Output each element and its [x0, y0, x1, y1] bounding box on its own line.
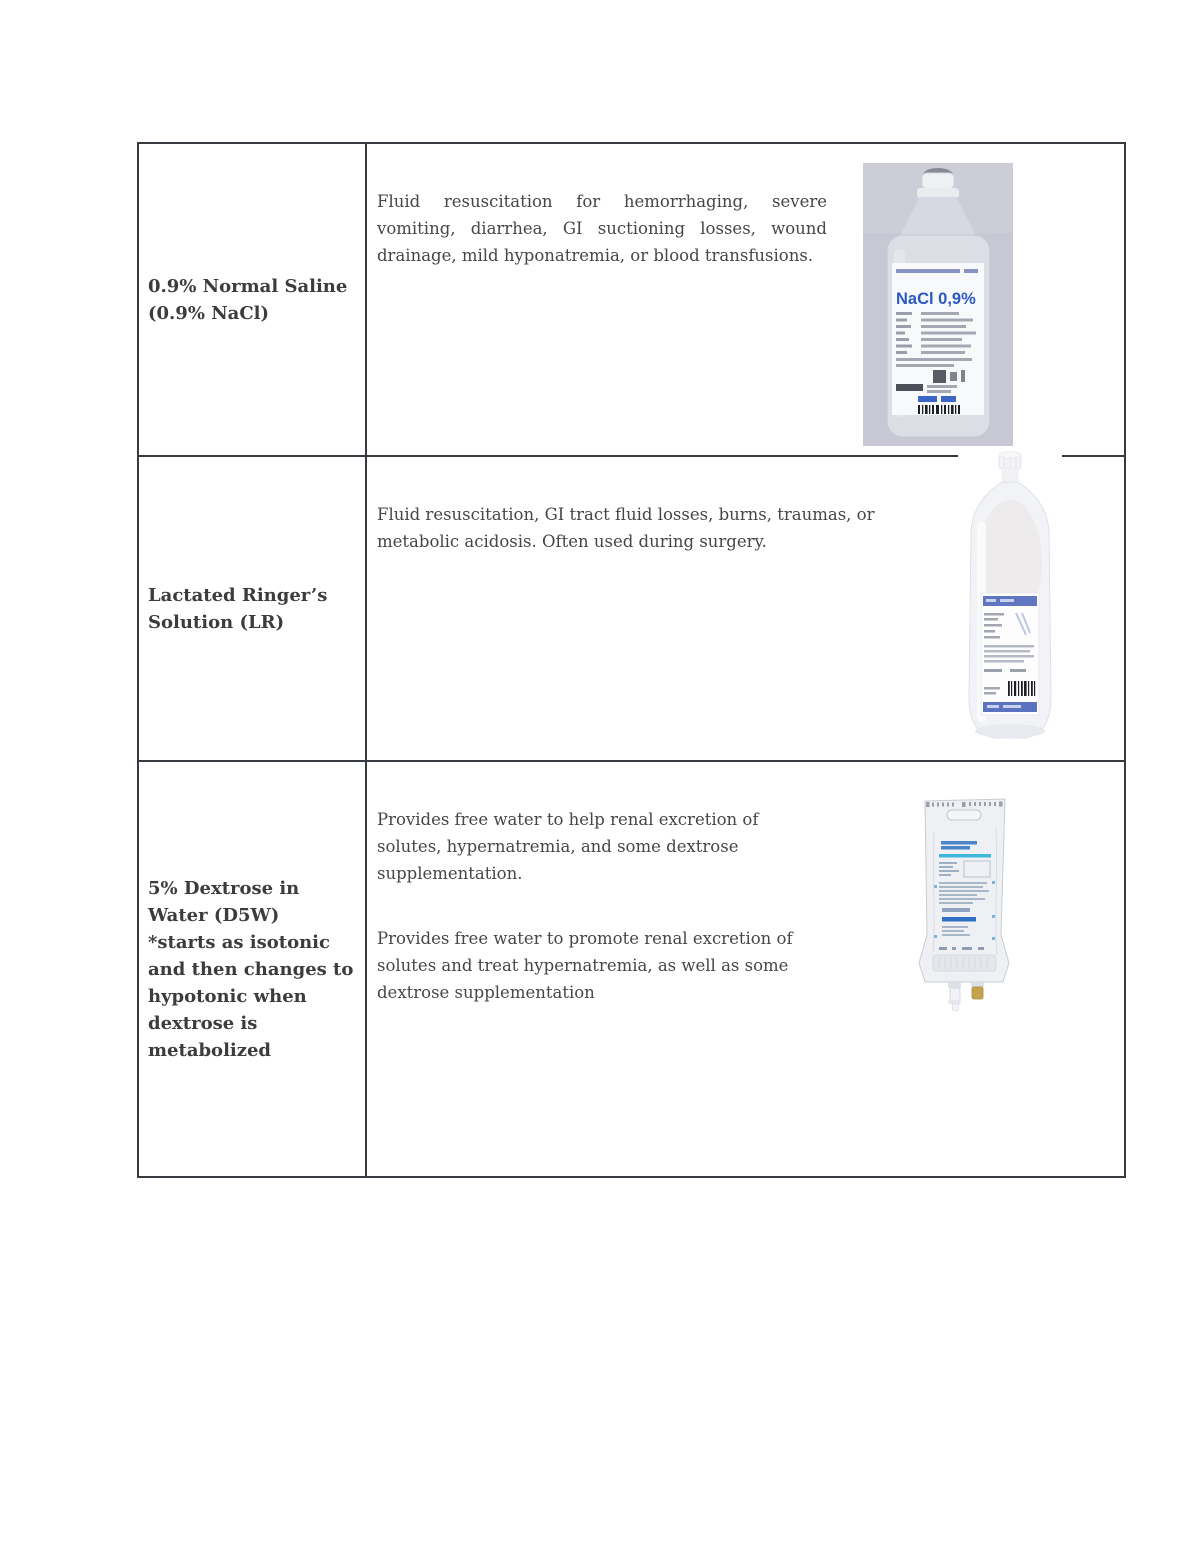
description-paragraph: Fluid resuscitation for hemorrhaging, severe vomiting, diarrhea, GI suctioning losses, wound drainage, mild hyponatremia, or blood transfusions. — [377, 192, 827, 265]
normal-saline-bottle-illustration — [863, 163, 1013, 446]
fluid-name-cell-normal-saline — [139, 144, 367, 457]
fluid-name-line: *starts as isotonic — [148, 931, 330, 953]
administration-port — [948, 982, 961, 1011]
d5w-iv-bag-photo — [912, 787, 1018, 1013]
datamatrix-code — [933, 370, 946, 383]
normal-saline-bottle-photo — [863, 163, 1013, 446]
medication-port — [971, 982, 984, 999]
fluid-name-line: metabolized — [148, 1039, 272, 1061]
fluid-name-line: hypotonic when — [148, 985, 307, 1007]
lactated-ringers-bottle-photo — [958, 447, 1062, 745]
description-paragraph: Fluid resuscitation, GI tract fluid losses, burns, traumas, or metabolic acidosis. Often used during surgery. — [377, 505, 875, 551]
barcode — [1008, 681, 1035, 696]
description-paragraph: Provides free water to promote renal excretion of solutes and treat hypernatremia, as well as some dextrose supplementation — [377, 929, 793, 1002]
fluid-name-line: Lactated Ringer’s — [148, 584, 328, 606]
nacl-label-text: NaCl 0,9% — [896, 290, 976, 308]
bottle-label — [892, 263, 984, 415]
description-paragraph: Provides free water to help renal excretion of solutes, hypernatremia, and some dextrose supplementation. — [377, 810, 759, 883]
fluid-name-line: 5% Dextrose in — [148, 877, 300, 899]
fluid-name-line: Water (D5W) — [148, 904, 280, 926]
manufacturer-mark — [942, 917, 976, 922]
d5w-iv-bag-illustration — [912, 787, 1018, 1013]
fluid-name-line: 0.9% Normal Saline — [148, 275, 348, 297]
lactated-ringers-bottle-illustration — [958, 447, 1062, 745]
fluid-name-cell-d5w — [139, 762, 367, 1176]
fluid-name-line: and then changes to — [148, 958, 354, 980]
hanger-slot — [947, 810, 981, 820]
fluid-name-line: (0.9% NaCl) — [148, 302, 269, 324]
fluid-name-line: Solution (LR) — [148, 611, 285, 633]
bottle-label — [981, 593, 1039, 715]
fluid-name-cell-lactated-ringers — [139, 457, 367, 762]
bottle-cap — [999, 452, 1021, 483]
fluid-name-line: dextrose is — [148, 1012, 258, 1034]
manufacturer-mark — [896, 384, 923, 391]
